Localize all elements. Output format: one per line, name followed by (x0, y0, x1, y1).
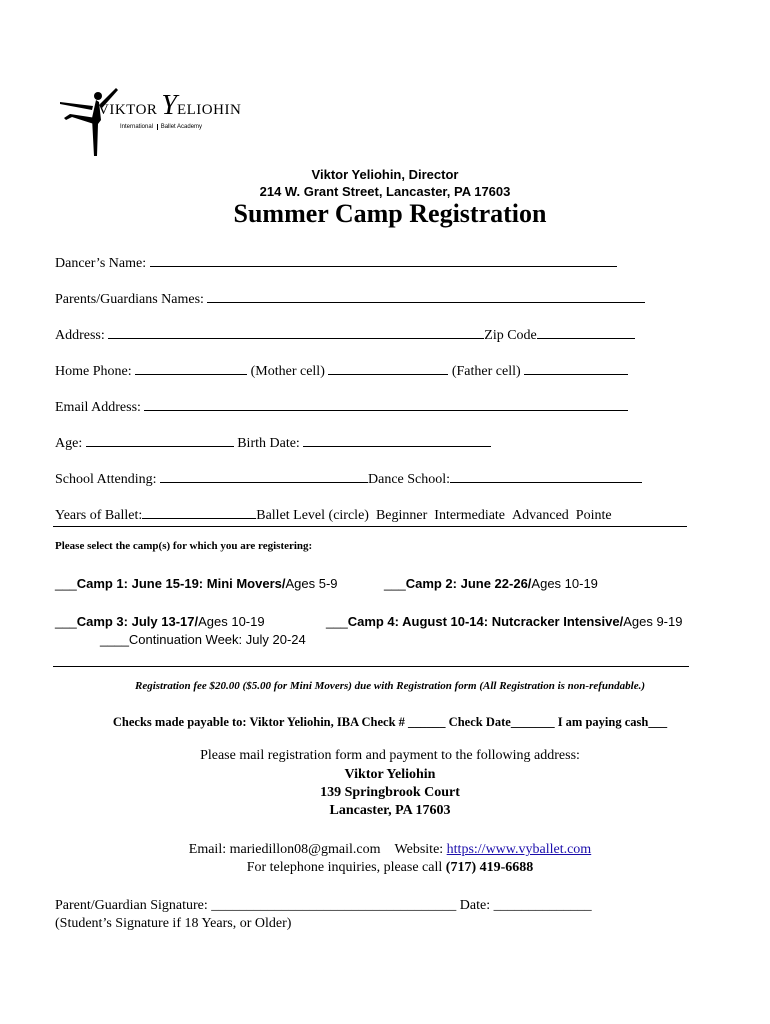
continuation-option[interactable] (100, 632, 306, 647)
academy-logo (56, 80, 242, 160)
camp-3-option[interactable] (55, 614, 265, 629)
signature-field[interactable]: ___________________________________ (211, 898, 457, 913)
zip-label: Zip Code (484, 328, 537, 343)
parents-label: Parents/Guardians Names: (55, 292, 204, 307)
mail-name: Viktor Yeliohin (344, 767, 436, 782)
contact-email: Email: mariedillon08@gmail.com (188, 842, 381, 857)
home-phone-label: Home Phone: (55, 364, 132, 379)
camp-3-blank[interactable]: ___ (55, 614, 77, 629)
camp-4-label: Camp 4: August 10-14: Nutcracker Intensive/ (347, 614, 624, 629)
fee-notice: Registration fee $20.00 ($5.00 for Mini Movers) due with Registration form (All Registration is non-refundable.) (134, 680, 645, 692)
header-address: 214 W. Grant Street, Lancaster, PA 17603 (259, 184, 511, 199)
email-label: Email Address: (55, 400, 141, 415)
phone-row (55, 362, 628, 380)
camp-4-blank[interactable]: ___ (326, 614, 348, 629)
mail-city: Lancaster, PA 17603 (329, 803, 451, 818)
camp-2-label: Camp 2: June 22-26/ (405, 576, 532, 591)
camp-3-age: Ages 10-19 (198, 614, 265, 629)
camp-4-option[interactable] (326, 614, 682, 629)
school-row (55, 470, 642, 488)
birth-date-field[interactable] (303, 434, 491, 447)
camp-1-option[interactable] (55, 576, 338, 591)
signature-date-label: Date: (459, 898, 491, 913)
camp-2-age: Ages 10-19 (531, 576, 598, 591)
years-ballet-field[interactable] (142, 506, 256, 519)
logo-initial-v: V (98, 102, 110, 118)
birth-date-label: Birth Date: (237, 436, 300, 451)
page-title: Summer Camp Registration (233, 199, 547, 228)
signature-label: Parent/Guardian Signature: (55, 898, 208, 913)
continuation-blank[interactable]: ____ (100, 632, 129, 647)
father-cell-label: (Father cell) (451, 364, 521, 379)
continuation-label: Continuation Week: July 20-24 (128, 632, 306, 647)
dance-school-label: Dance School: (368, 472, 451, 487)
phone-number: (717) 419-6688 (445, 860, 534, 875)
mother-cell-label: (Mother cell) (250, 364, 325, 379)
age-field[interactable] (86, 434, 234, 447)
phone-text: For telephone inquiries, please call (246, 860, 443, 875)
email-field[interactable] (144, 398, 628, 411)
logo-first-name: IKTOR (109, 102, 158, 118)
dance-school-field[interactable] (450, 470, 642, 483)
ballet-level-label: Ballet Level (circle) (256, 508, 369, 523)
mother-cell-field[interactable] (328, 362, 448, 375)
address-field[interactable] (108, 326, 484, 339)
school-field[interactable] (160, 470, 368, 483)
dancer-name-field[interactable] (150, 254, 617, 267)
logo-last-name: ELIOHIN (176, 102, 242, 118)
logo-tagline (120, 124, 202, 130)
logo-initial-y: Y (161, 90, 177, 121)
dancer-name-row (55, 254, 617, 272)
school-label: School Attending: (55, 472, 157, 487)
camp-1-blank[interactable]: ___ (55, 576, 77, 591)
parents-row (55, 290, 645, 308)
age-row (55, 434, 491, 452)
signature-note: (Student’s Signature if 18 Years, or Older) (55, 916, 292, 931)
home-phone-field[interactable] (135, 362, 247, 375)
camp-3-label: Camp 3: July 13-17/ (76, 614, 199, 629)
director-line: Viktor Yeliohin, Director (311, 167, 459, 182)
website-label: Website: (394, 842, 444, 857)
email-row (55, 398, 628, 416)
ballet-row (55, 506, 612, 524)
phone-line (0, 860, 770, 876)
years-ballet-label: Years of Ballet: (55, 508, 143, 523)
camp-1-label: Camp 1: June 15-19: Mini Movers/ (76, 576, 286, 591)
section-divider-top (53, 526, 687, 527)
mail-street: 139 Springbrook Court (320, 785, 460, 800)
level-advanced[interactable]: Advanced (512, 508, 569, 523)
logo-tagline-left: International (120, 124, 154, 130)
father-cell-field[interactable] (524, 362, 628, 375)
contact-line (0, 842, 770, 858)
level-beginner[interactable]: Beginner (375, 508, 428, 523)
zip-field[interactable] (537, 326, 635, 339)
camp-2-option[interactable] (384, 576, 598, 591)
section-divider-bottom (53, 666, 689, 667)
camp-4-age: Ages 9-19 (623, 614, 683, 629)
address-row (55, 326, 635, 344)
website-link[interactable]: https://www.vyballet.com (446, 842, 592, 857)
mail-intro: Please mail registration form and payment to the following address: (200, 748, 580, 763)
camp-prompt: Please select the camp(s) for which you are registering: (55, 540, 313, 552)
check-payment-line: Checks made payable to: Viktor Yeliohin, IBA Check # ______ Check Date_______ I am paying cash___ (112, 715, 668, 729)
level-intermediate[interactable]: Intermediate (434, 508, 506, 523)
signature-date-field[interactable]: ______________ (493, 898, 592, 913)
camp-1-age: Ages 5-9 (285, 576, 338, 591)
logo-tagline-right: Ballet Academy (157, 124, 202, 130)
parents-field[interactable] (207, 290, 645, 303)
address-label: Address: (55, 328, 105, 343)
age-label: Age: (55, 436, 83, 451)
dancer-name-label: Dancer’s Name: (55, 256, 147, 271)
signature-row (55, 898, 592, 914)
level-pointe[interactable]: Pointe (575, 508, 612, 523)
camp-2-blank[interactable]: ___ (384, 576, 406, 591)
